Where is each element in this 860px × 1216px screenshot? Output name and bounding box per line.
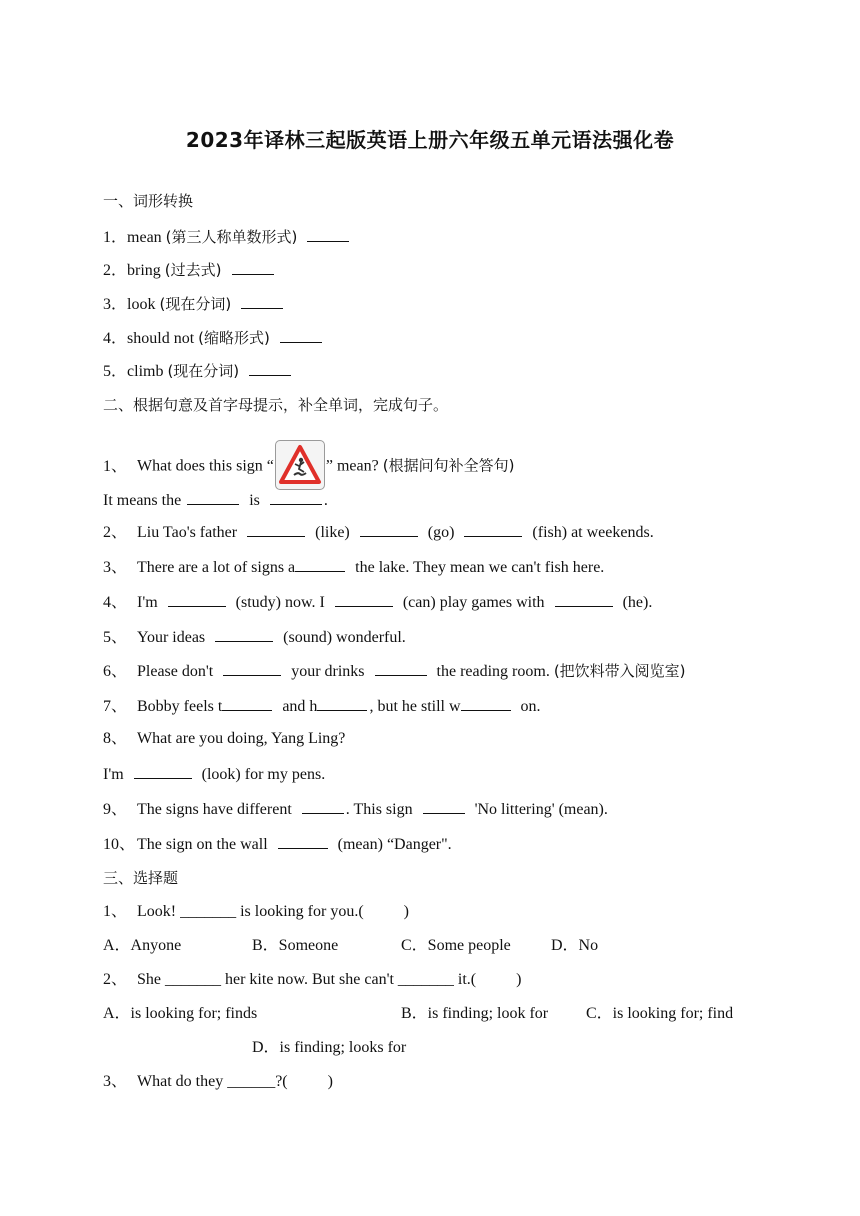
s2-q7: 7、 Bobby feels t and h , but he still w on.	[103, 695, 541, 717]
answer-blank[interactable]	[134, 763, 192, 779]
s3-q2-option-c[interactable]: C．is looking for; find	[586, 1005, 734, 1022]
s2-q10: 10、 The sign on the wall (mean) “Danger".	[103, 833, 452, 855]
s2-q1: 1、 What does this sign “ ” mean? (根据问句补全答句)	[103, 442, 514, 492]
s3-q1-option-b[interactable]: B．Someone	[252, 937, 339, 954]
s1-item-5: 5．climb (现在分词)	[103, 360, 293, 382]
s3-q2-option-b[interactable]: B．is finding; look for	[401, 1005, 549, 1022]
s1-item-3: 3．look (现在分词)	[103, 293, 285, 315]
s1-item-2: 2．bring (过去式)	[103, 259, 276, 281]
answer-blank[interactable]	[335, 591, 393, 607]
answer-blank[interactable]	[249, 360, 291, 376]
s2-q1-answer: It means the is .	[103, 489, 328, 511]
s3-q1-option-d[interactable]: D．No	[551, 937, 599, 954]
s3-q1-option-c[interactable]: C．Some people	[401, 937, 511, 954]
s2-q8-answer: I'm (look) for my pens.	[103, 763, 325, 785]
section3-heading: 三、选择题	[103, 869, 179, 887]
answer-blank[interactable]	[223, 660, 281, 676]
answer-blank[interactable]	[555, 591, 613, 607]
s1-item-4: 4．should not (缩略形式)	[103, 327, 324, 349]
answer-blank[interactable]	[215, 626, 273, 642]
s3-q1-option-a[interactable]: A．Anyone	[103, 937, 182, 954]
section1-heading: 一、词形转换	[103, 192, 194, 210]
s3-q3: 3、 What do they ______?( )	[103, 1073, 333, 1090]
answer-blank[interactable]	[280, 327, 322, 343]
s1-item-1: 1．mean (第三人称单数形式)	[103, 226, 351, 248]
answer-blank[interactable]	[295, 556, 345, 572]
danger-sign-icon	[275, 440, 325, 490]
s2-q8: 8、 What are you doing, Yang Ling?	[103, 730, 346, 747]
answer-blank[interactable]	[222, 695, 272, 711]
s2-q6: 6、 Please don't your drinks the reading room. (把饮料带入阅览室)	[103, 662, 686, 680]
answer-blank[interactable]	[360, 521, 418, 537]
s3-q2: 2、 She _______ her kite now. But she can't _______ it.( )	[103, 971, 522, 988]
answer-blank[interactable]	[241, 293, 283, 309]
s2-q2: 2、 Liu Tao's father (like) (go) (fish) at weekends.	[103, 521, 654, 543]
answer-blank[interactable]	[307, 226, 349, 242]
page-title: 2023年译林三起版英语上册六年级五单元语法强化卷	[185, 128, 675, 152]
section2-heading: 二、根据句意及首字母提示，补全单词，完成句子。	[103, 396, 449, 414]
answer-blank[interactable]	[302, 798, 344, 814]
s2-q3: 3、 There are a lot of signs a the lake. They mean we can't fish here.	[103, 556, 604, 578]
answer-blank[interactable]	[278, 833, 328, 849]
s2-q5: 5、 Your ideas (sound) wonderful.	[103, 626, 406, 648]
answer-blank[interactable]	[247, 521, 305, 537]
answer-blank[interactable]	[461, 695, 511, 711]
answer-blank[interactable]	[423, 798, 465, 814]
answer-blank[interactable]	[232, 259, 274, 275]
s3-q1: 1、 Look! _______ is looking for you.( )	[103, 903, 409, 920]
answer-blank[interactable]	[168, 591, 226, 607]
answer-blank[interactable]	[375, 660, 427, 676]
s3-q2-option-a[interactable]: A．is looking for; finds	[103, 1005, 258, 1022]
answer-blank[interactable]	[317, 695, 367, 711]
answer-blank[interactable]	[464, 521, 522, 537]
s2-q4: 4、 I'm (study) now. I (can) play games with (he).	[103, 591, 652, 613]
answer-blank[interactable]	[187, 489, 239, 505]
s2-q9: 9、 The signs have different . This sign 'No littering' (mean).	[103, 798, 608, 820]
s3-q2-option-d[interactable]: D．is finding; looks for	[252, 1039, 407, 1056]
answer-blank[interactable]	[270, 489, 322, 505]
